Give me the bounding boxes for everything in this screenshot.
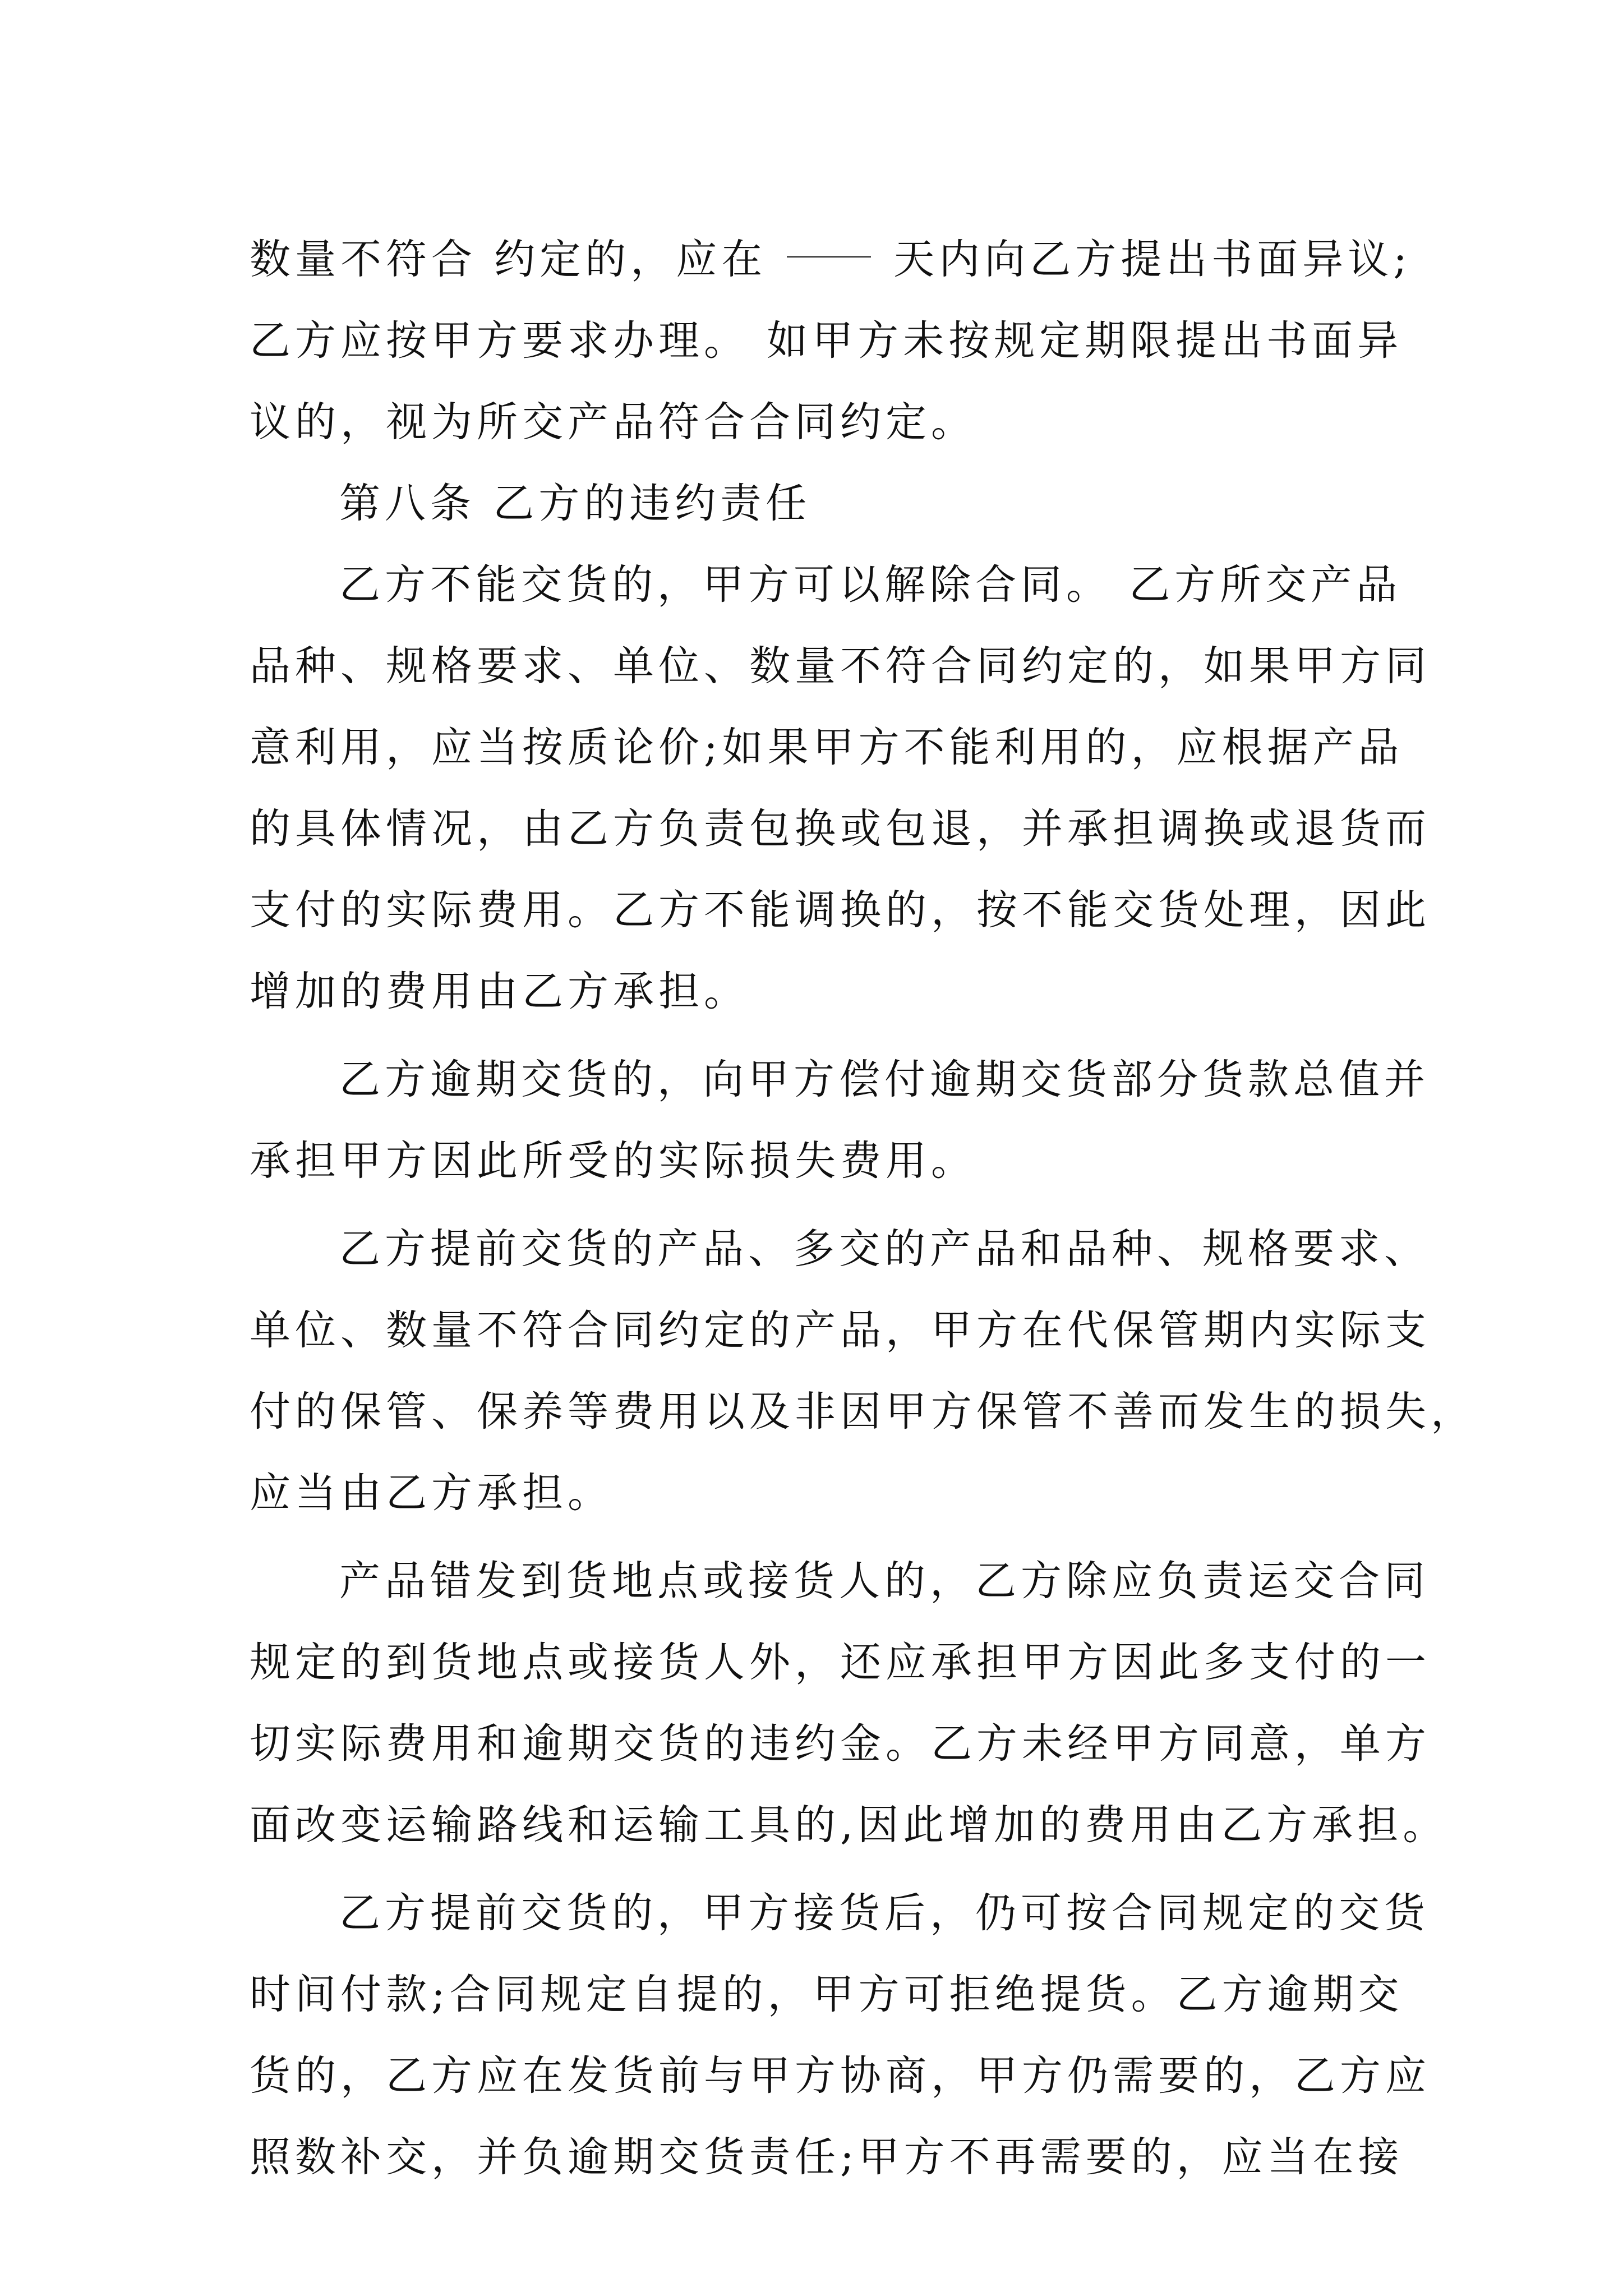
paragraph [250,1872,1431,2198]
heading-line: 第八条 乙方的违约责任 [339,480,811,527]
text-line: 时间付款;合同规定自提的，甲方可拒绝提货。乙方逾期交 [250,1971,1404,2018]
paragraph [250,1540,1449,1866]
text-line: 单位、数量不符合同约定的产品，甲方在代保管期内实际支 [250,1306,1431,1354]
text-line: 乙方提前交货的产品、多交的产品和品种、规格要求、 [339,1225,1430,1273]
text-line: 品种、规格要求、单位、数量不符合同约定的，如果甲方同 [250,642,1431,690]
text-line: 乙方提前交货的，甲方接货后，仍可按合同规定的交货 [339,1889,1430,1937]
text-line: 乙方逾期交货的，向甲方偿付逾期交货部分货款总值并 [339,1056,1430,1103]
text-line: 增加的费用由乙方承担。 [250,968,749,1015]
text-line: 应当由乙方承担。 [250,1469,613,1517]
text-line: 货的，乙方应在发货前与甲方协商，甲方仍需要的，乙方应 [250,2052,1431,2100]
text-line: 承担甲方因此所受的实际损失费用。 [250,1137,976,1185]
paragraph [250,1039,1430,1202]
text-line: 切实际费用和逾期交货的违约金。乙方未经甲方同意，单方 [250,1720,1431,1768]
paragraph [250,1208,1476,1534]
text-line: 意利用，应当按质论价;如果甲方不能利用的，应根据产品 [250,724,1404,771]
text-line: 规定的到货地点或接货人外，还应承担甲方因此多支付的一 [250,1639,1431,1686]
text-line: 的具体情况，由乙方负责包换或包退，并承担调换或退货而 [250,805,1431,853]
text-line [250,219,1412,300]
section-heading [250,463,1405,544]
text-line: 面改变运输路线和运输工具的,因此增加的费用由乙方承担。 [250,1801,1449,1849]
fill-in-blank [787,256,871,257]
text-line: 支付的实际费用。乙方不能调换的，按不能交货处理，因此 [250,886,1431,934]
paragraph [250,219,1412,463]
text-segment: 数量不符合 约定的，应在 [250,236,767,283]
text-line: 付的保管、保养等费用以及非因甲方保管不善而发生的损失， [250,1388,1476,1435]
text-line: 议的，视为所交产品符合合同约定。 [250,398,976,446]
text-segment: 天内向乙方提出书面异议; [893,236,1412,283]
text-line: 乙方应按甲方要求办理。 如甲方未按规定期限提出书面异 [250,317,1403,365]
text-line: 照数补交，并负逾期交货责任;甲方不再需要的，应当在接 [250,2133,1404,2181]
text-line: 产品错发到货地点或接货人的，乙方除应负责运交合同 [339,1557,1430,1605]
paragraph [250,544,1431,1032]
text-line: 乙方不能交货的，甲方可以解除合同。 乙方所交产品 [339,561,1402,609]
document-body [250,219,1476,2198]
